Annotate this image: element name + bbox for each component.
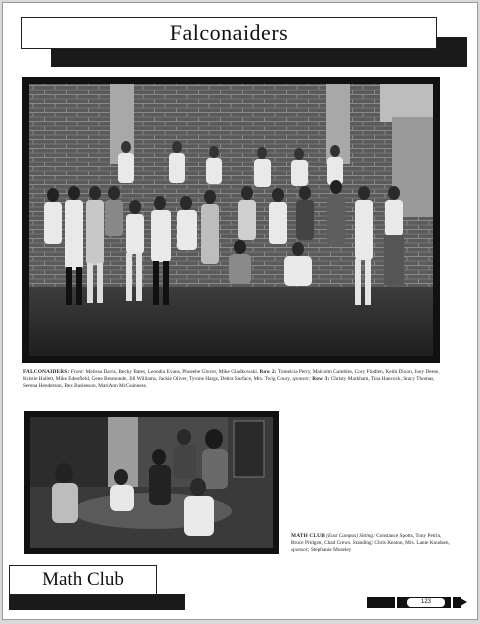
math-caption-sponsor-label: sponsor; bbox=[291, 547, 310, 554]
falconaiders-group-photo bbox=[22, 77, 440, 363]
caption-row3-names: Christy Markham, Tina Hancock, Stacy Thomas, Serena Henderson, Bex Basleeson, MariAnn McGuinness. bbox=[23, 376, 435, 390]
caption-sponsor-label: sponsor; bbox=[292, 376, 311, 383]
section-banner bbox=[9, 565, 157, 595]
math-club-caption bbox=[291, 533, 451, 555]
page-number-crayon bbox=[367, 597, 467, 608]
caption-front-label: Front: bbox=[70, 369, 85, 375]
title-banner bbox=[21, 17, 437, 49]
math-club-photo bbox=[24, 411, 279, 554]
math-caption-group: MATH CLUB bbox=[291, 533, 325, 539]
math-caption-campus: (East Campus) bbox=[326, 533, 358, 539]
caption-row3-label: Row 3: bbox=[312, 376, 330, 383]
crayon-band bbox=[451, 597, 453, 608]
page-number: 123 bbox=[407, 598, 445, 607]
page-title: Falconaiders bbox=[169, 20, 289, 45]
section-title: Math Club bbox=[42, 569, 124, 590]
caption-row2-label: Row 2: bbox=[259, 369, 277, 375]
caption-row2-names: Tomeicia Perry, Malcolm Gambles, Cory Flodlen, Keith Dixon, Joey Deese, Kristie Hallett, Mike Edenfield, Gene Besmonde, Jill Williams, Jackie Oliver, Tyrone Hargs, Debra Surface, Mrs. Twig Coury, bbox=[23, 369, 440, 383]
math-caption-sitting-label: Sitting: bbox=[359, 533, 375, 539]
section-banner-shadow bbox=[9, 594, 185, 610]
falconaiders-caption bbox=[23, 369, 441, 391]
yearbook-page bbox=[2, 2, 478, 620]
math-caption-names: Constance Spotts, Tony Petrin, Bruce Pridgen, Chad Crews. Standing: Chris Keaton, Mrs. Lanie Knudsen, bbox=[291, 533, 450, 547]
caption-front-names: Melissa Davis, Becky Bates, Leondra Evans, Phoeebe Glover, Mike Gladkowski. bbox=[85, 369, 259, 375]
crayon-tip bbox=[460, 598, 467, 606]
crayon-band bbox=[395, 597, 397, 608]
math-caption-sponsor-name: Stephanie Moseley bbox=[310, 547, 352, 554]
caption-group-name: FALCONAIDERS: bbox=[23, 369, 70, 375]
